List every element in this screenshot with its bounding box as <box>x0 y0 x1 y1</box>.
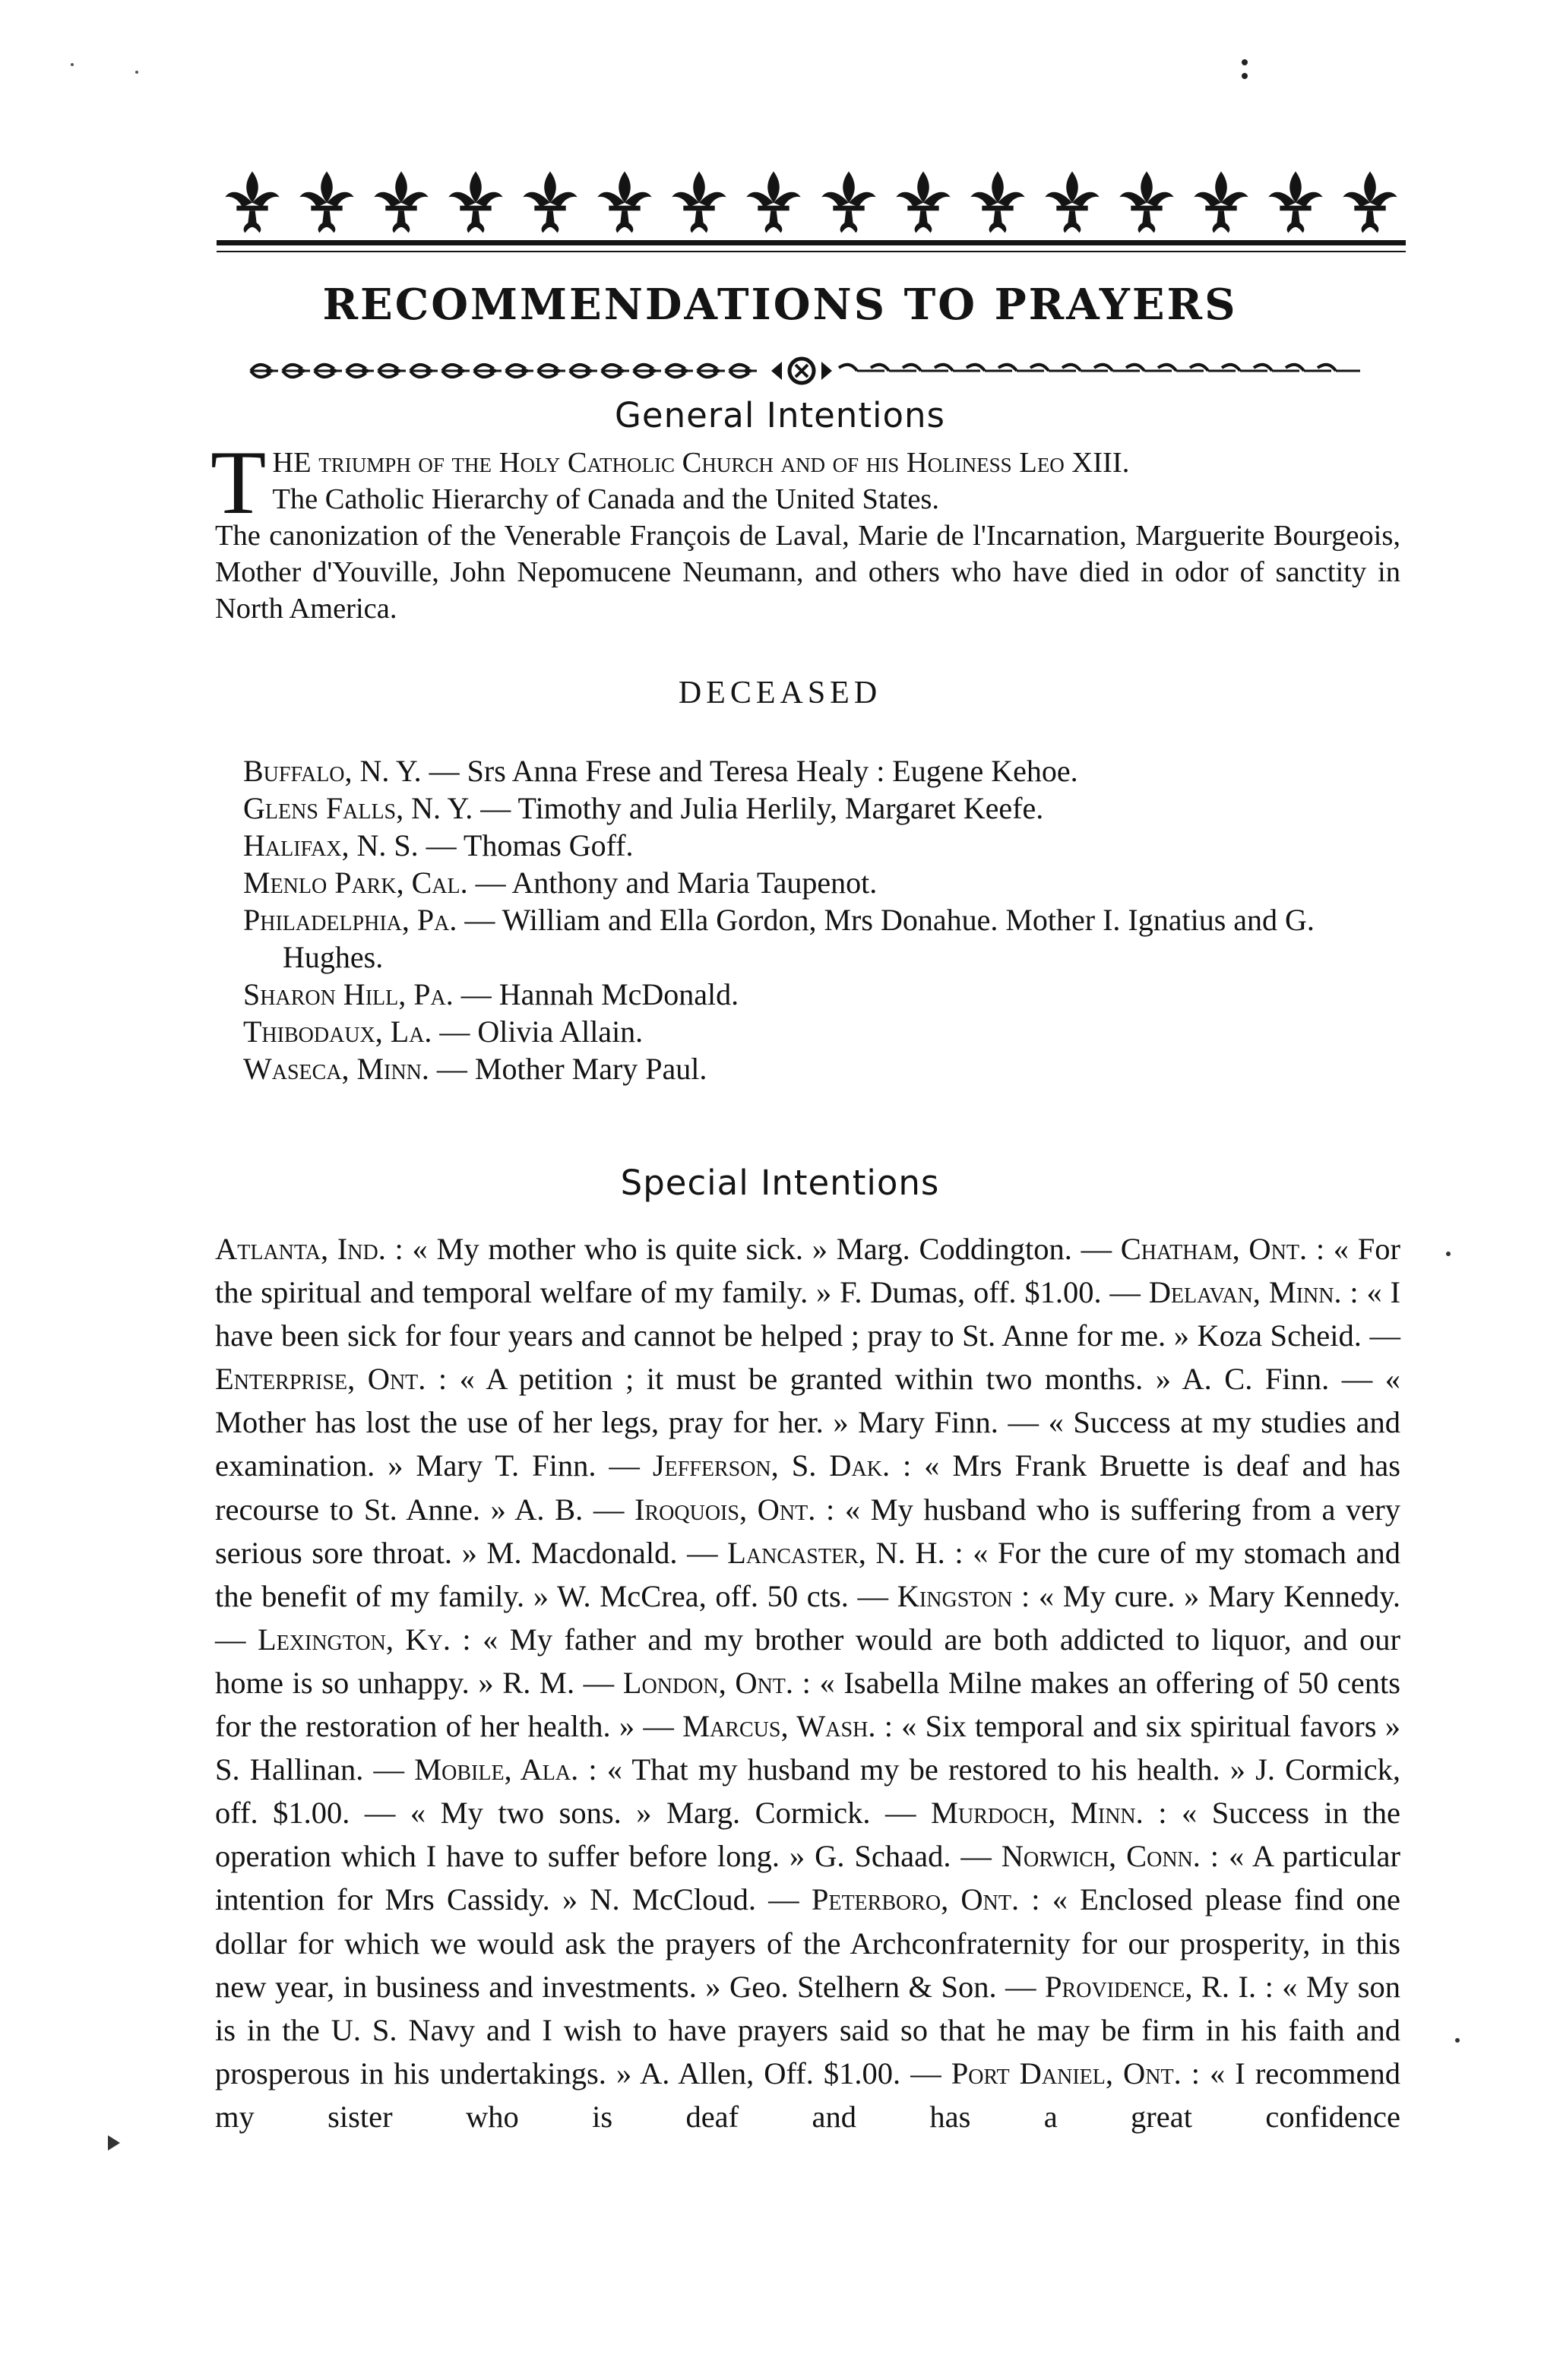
intention-text: : « For the spiritual and temporal welfare of my family. » F. Dumas, off. $1.00. — <box>215 1232 1400 1310</box>
fleur-de-lis-icon <box>738 166 809 237</box>
fleur-de-lis-icon <box>365 166 437 237</box>
deceased-names: — Timothy and Julia Herlily, Margaret Keefe. <box>473 791 1044 825</box>
intention-text: : « I recommend my sister who is deaf and has a great confidence <box>215 2056 1400 2134</box>
fleur-de-lis-icon <box>962 166 1033 237</box>
place-name: Menlo Park, Cal. <box>243 866 468 900</box>
place-name: Halifax, N. S. <box>243 828 419 862</box>
fleur-de-lis-icon <box>813 166 884 237</box>
deceased-names: — Thomas Goff. <box>418 828 634 862</box>
deceased-entry <box>243 827 1406 864</box>
deceased-entry <box>243 1013 1406 1050</box>
fleur-de-lis-icon <box>663 166 735 237</box>
intention-text: : « My cure. » Mary Kennedy. — <box>215 1578 1400 1657</box>
special-intentions-text <box>215 1227 1400 2138</box>
fleur-de-lis-icon <box>1334 166 1406 237</box>
place-name: Marcus, Wash. <box>682 1709 876 1744</box>
place-name: Iroquois, Ont. <box>634 1492 816 1527</box>
place-name: London, Ont. <box>622 1665 794 1700</box>
deceased-names: — Mother Mary Paul. <box>429 1052 707 1086</box>
deceased-entry <box>243 752 1406 790</box>
place-name: Chatham, Ont. <box>1120 1232 1308 1266</box>
general-intentions-text <box>210 432 1400 627</box>
place-name: Norwich, Conn. <box>1001 1839 1201 1874</box>
fleur-de-lis-icon <box>217 166 288 237</box>
deceased-list <box>243 752 1406 1087</box>
intention-text: : « My father and my brother would are both addicted to liquor, and our home is so unhappy. » R. M. — <box>215 1622 1401 1700</box>
deceased-names: — Srs Anna Frese and Teresa Healy : Eugene Kehoe. <box>421 754 1078 788</box>
special-intentions-heading: Special Intentions <box>620 1163 940 1203</box>
intention-text: : « My husband who is suffering from a very serious sore throat. » M. Macdonald. — <box>215 1492 1400 1570</box>
header-rule-thin <box>217 251 1406 252</box>
place-name: Port Daniel, Ont. <box>951 2056 1182 2090</box>
intention-text: : « Success in the operation which I have to suffer before long. » G. Schaad. — <box>215 1796 1400 1874</box>
place-name: Mobile, Ala. <box>414 1752 579 1787</box>
fleur-de-lis-icon <box>1036 166 1108 237</box>
place-name: Enterprise, Ont. <box>215 1362 426 1397</box>
fleur-de-lis-icon <box>589 166 660 237</box>
fleur-de-lis-icon <box>1111 166 1182 237</box>
place-name: Buffalo, N. Y. <box>243 754 422 788</box>
fleur-de-lis-icon <box>514 166 586 237</box>
place-name: Lexington, Ky. <box>257 1622 451 1657</box>
intention-text: : « Mrs Frank Bruette is deaf and has recourse to St. Anne. » A. B. — <box>215 1448 1400 1527</box>
header-rule-thick <box>217 240 1406 245</box>
place-name: Delavan, Minn. <box>1148 1275 1342 1310</box>
fleur-de-lis-icon <box>1260 166 1331 237</box>
fleur-de-lis-icon <box>888 166 959 237</box>
general-line: The canonization of the Venerable François de Laval, Marie de l'Incarnation, Marguerite Bourgeois, Mother d'Youville, John Nepomucene Neumann, and others who have died in odor of sanctity in North America. <box>215 520 1400 625</box>
deceased-entry <box>243 790 1406 827</box>
deceased-heading: DECEASED <box>678 676 882 711</box>
page-title: RECOMMENDATIONS TO PRAYERS <box>322 280 1238 330</box>
deceased-entry <box>243 901 1406 976</box>
fleur-de-lis-icon <box>440 166 511 237</box>
fleur-de-lis-icon <box>1185 166 1257 237</box>
fleur-de-lis-icon <box>291 166 362 237</box>
intention-text: : « I have been sick for four years and cannot be helped ; pray to St. Anne for me. » Koza Scheid. — <box>215 1275 1400 1353</box>
intention-text: : « Isabella Milne makes an offering of 50 cents for the restoration of her health. » — <box>215 1665 1400 1744</box>
intention-text: : « My son is in the U. S. Navy and I wish to have prayers said so that he may be firm in his faith and prosperous in his undertakings. » A. Allen, Off. $1.00. — <box>215 1969 1400 2090</box>
intention-text: : « Enclosed please find one dollar for which we would ask the prayers of the Archconfraternity for our prosperity, in this new year, in business and investments. » Geo. Stelhern & Son. — <box>215 1882 1400 2004</box>
deceased-entry <box>243 976 1406 1013</box>
place-name: Atlanta, Ind. <box>215 1232 386 1266</box>
decorative-chain-divider <box>243 348 1360 394</box>
place-name: Philadelphia, Pa. <box>243 903 457 937</box>
deceased-entry <box>243 1050 1406 1087</box>
intention-text: : « Six temporal and six spiritual favors » S. Hallinan. — <box>215 1709 1400 1787</box>
fleur-de-lis-border <box>217 163 1406 239</box>
drop-cap: T <box>210 432 267 533</box>
general-line: HE triumph of the Holy Catholic Church and of his Holiness Leo XIII. <box>272 447 1130 479</box>
deceased-names: — Anthony and Maria Taupenot. <box>467 866 878 900</box>
intention-text: : « A particular intention for Mrs Cassidy. » N. McCloud. — <box>215 1839 1400 1917</box>
intention-text: : « My mother who is quite sick. » Marg. Coddington. — <box>385 1232 1121 1266</box>
intention-text: : « For the cure of my stomach and the benefit of my family. » W. McCrea, off. 50 cts. — <box>215 1535 1400 1613</box>
place-name: Kingston <box>897 1578 1013 1613</box>
general-intentions-heading: General Intentions <box>615 395 945 435</box>
place-name: Glens Falls, N. Y. <box>243 791 473 825</box>
intention-text: : « That my husband my be restored to his health. » J. Cormick, off. $1.00. — « My two sons. » Marg. Cormick. — <box>215 1752 1400 1831</box>
place-name: Jefferson, S. Dak. <box>652 1448 891 1483</box>
place-name: Waseca, Minn. <box>243 1052 429 1086</box>
place-name: Sharon Hill, Pa. <box>243 977 454 1011</box>
place-name: Lancaster, N. H. <box>727 1535 945 1570</box>
place-name: Murdoch, Minn. <box>931 1796 1144 1831</box>
deceased-entry <box>243 864 1406 901</box>
place-name: Peterboro, Ont. <box>811 1882 1020 1917</box>
deceased-names: — Hannah McDonald. <box>453 977 739 1011</box>
deceased-names: — Olivia Allain. <box>432 1014 644 1049</box>
deceased-names: — William and Ella Gordon, Mrs Donahue. Mother I. Ignatius and G. Hughes. <box>283 903 1315 974</box>
place-name: Providence, R. I. <box>1045 1969 1257 2004</box>
general-line: The Catholic Hierarchy of Canada and the United States. <box>272 483 940 515</box>
place-name: Thibodaux, La. <box>243 1014 432 1049</box>
intention-text: : « A petition ; it must be granted within two months. » A. C. Finn. — « Mother has lost the use of her legs, pray for her. » Mary Finn. — « Success at my studies and examination. » Mary T. Finn. — <box>215 1362 1400 1483</box>
